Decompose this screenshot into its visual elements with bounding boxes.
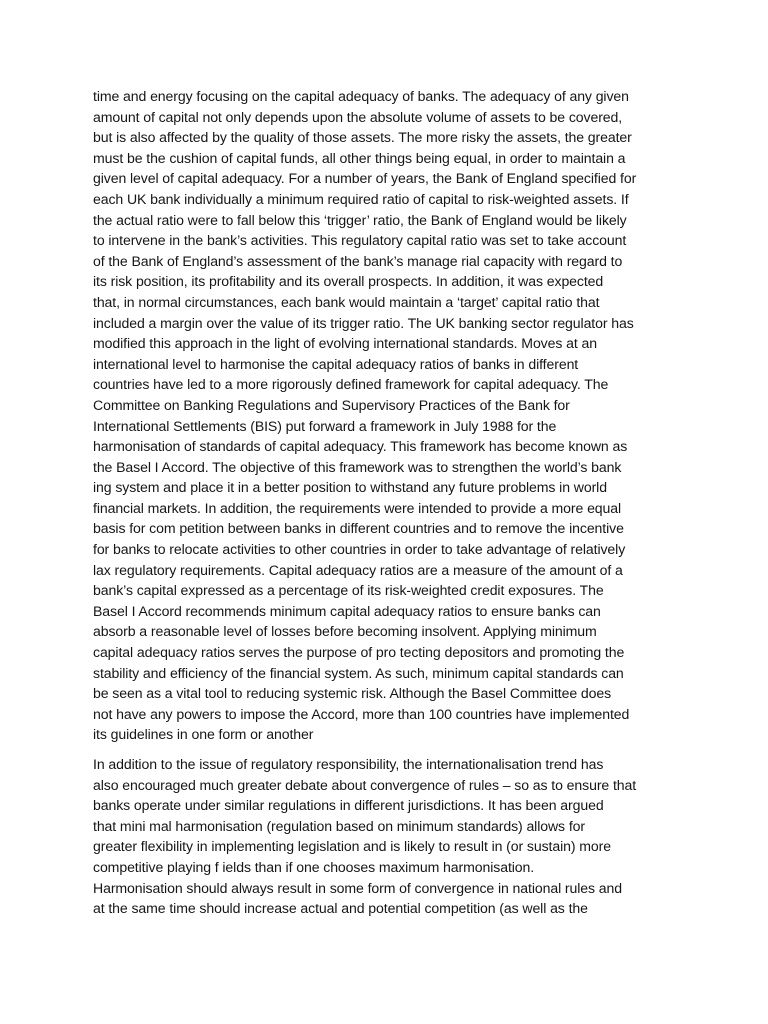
paragraph-2-line-7: Harmonisation should always result in some form of convergence in national rules and	[93, 879, 623, 896]
paragraph-1	[93, 86, 678, 745]
paragraph-1-line-3: but is also affected by the quality of those assets. The more risky the assets, the greater	[93, 129, 632, 146]
paragraph-1-line-4: must be the cushion of capital funds, all other things being equal, in order to maintain a	[93, 149, 626, 166]
paragraph-1-line-18: harmonisation of standards of capital adequacy. This framework has become known as	[93, 438, 628, 455]
paragraph-1-line-2: amount of capital not only depends upon the absolute volume of assets to be covered,	[93, 108, 623, 125]
paragraph-1-line-13: modified this approach in the light of evolving international standards. Moves at an	[93, 335, 597, 352]
paragraph-1-line-27: absorb a reasonable level of losses before becoming insolvent. Applying minimum	[93, 623, 597, 640]
paragraph-1-line-30: be seen as a vital tool to reducing systemic risk. Although the Basel Committee does	[93, 685, 612, 702]
paragraph-1-line-10: its risk position, its profitability and its overall prospects. In addition, it was expected	[93, 273, 604, 290]
paragraph-1-line-28: capital adequacy ratios serves the purpose of pro tecting depositors and promoting the	[93, 644, 625, 661]
paragraph-1-line-17: International Settlements (BIS) put forward a framework in July 1988 for the	[93, 417, 557, 434]
paragraph-1-line-24: lax regulatory requirements. Capital adequacy ratios are a measure of the amount of a	[93, 561, 623, 578]
paragraph-1-line-11: that, in normal circumstances, each bank would maintain a ‘target’ capital ratio that	[93, 293, 600, 310]
paragraph-2-line-2: also encouraged much greater debate about convergence of rules – so as to ensure that	[93, 776, 637, 793]
paragraph-1-line-9: of the Bank of England’s assessment of the bank’s manage rial capacity with regard to	[93, 252, 623, 269]
paragraph-2-line-6: competitive playing f ields than if one chooses maximum harmonisation.	[93, 858, 535, 875]
paragraph-1-line-12: included a margin over the value of its trigger ratio. The UK banking sector regulator has	[93, 314, 634, 331]
paragraph-1-line-25: bank’s capital expressed as a percentage of its risk-weighted credit exposures. The	[93, 582, 604, 599]
paragraph-2-line-5: greater flexibility in implementing legislation and is likely to result in (or sustain) more	[93, 838, 611, 855]
paragraph-1-line-29: stability and efficiency of the financial system. As such, minimum capital standards can	[93, 664, 624, 681]
paragraph-1-line-31: not have any powers to impose the Accord, more than 100 countries have implemented	[93, 705, 630, 722]
paragraph-1-line-19: the Basel I Accord. The objective of this framework was to strengthen the world’s bank	[93, 458, 622, 475]
paragraph-2-line-4: that mini mal harmonisation (regulation based on minimum standards) allows for	[93, 817, 585, 834]
paragraph-1-line-6: each UK bank individually a minimum required ratio of capital to risk-weighted assets. If	[93, 190, 629, 207]
paragraph-1-line-7: the actual ratio were to fall below this ‘trigger’ ratio, the Bank of England would be likely	[93, 211, 627, 228]
paragraph-1-line-14: international level to harmonise the capital adequacy ratios of banks in different	[93, 355, 579, 372]
paragraph-1-line-8: to intervene in the bank’s activities. This regulatory capital ratio was set to take account	[93, 232, 627, 249]
paragraph-1-line-23: for banks to relocate activities to other countries in order to take advantage of relatively	[93, 541, 626, 558]
paragraph-2-line-3: banks operate under similar regulations in different jurisdictions. It has been argued	[93, 797, 604, 814]
paragraph-1-line-1: time and energy focusing on the capital adequacy of banks. The adequacy of any given	[93, 88, 629, 104]
paragraph-2	[93, 754, 678, 919]
paragraph-1-line-32: its guidelines in one form or another	[93, 726, 314, 743]
paragraph-2-line-1: In addition to the issue of regulatory responsibility, the internationalisation trend has	[93, 756, 604, 772]
paragraph-1-line-15: countries have led to a more rigorously defined framework for capital adequacy. The	[93, 376, 609, 393]
paragraph-1-line-21: financial markets. In addition, the requirements were intended to provide a more equal	[93, 499, 622, 516]
paragraph-1-line-5: given level of capital adequacy. For a number of years, the Bank of England specified for	[93, 170, 637, 187]
paragraph-2-line-8: at the same time should increase actual and potential competition (as well as the	[93, 900, 588, 917]
paragraph-1-line-26: Basel I Accord recommends minimum capital adequacy ratios to ensure banks can	[93, 602, 601, 619]
document-body	[93, 86, 678, 919]
paragraph-1-line-20: ing system and place it in a better position to withstand any future problems in world	[93, 479, 607, 496]
paragraph-1-line-22: basis for com petition between banks in different countries and to remove the incentive	[93, 520, 624, 537]
paragraph-1-line-16: Committee on Banking Regulations and Supervisory Practices of the Bank for	[93, 396, 570, 413]
